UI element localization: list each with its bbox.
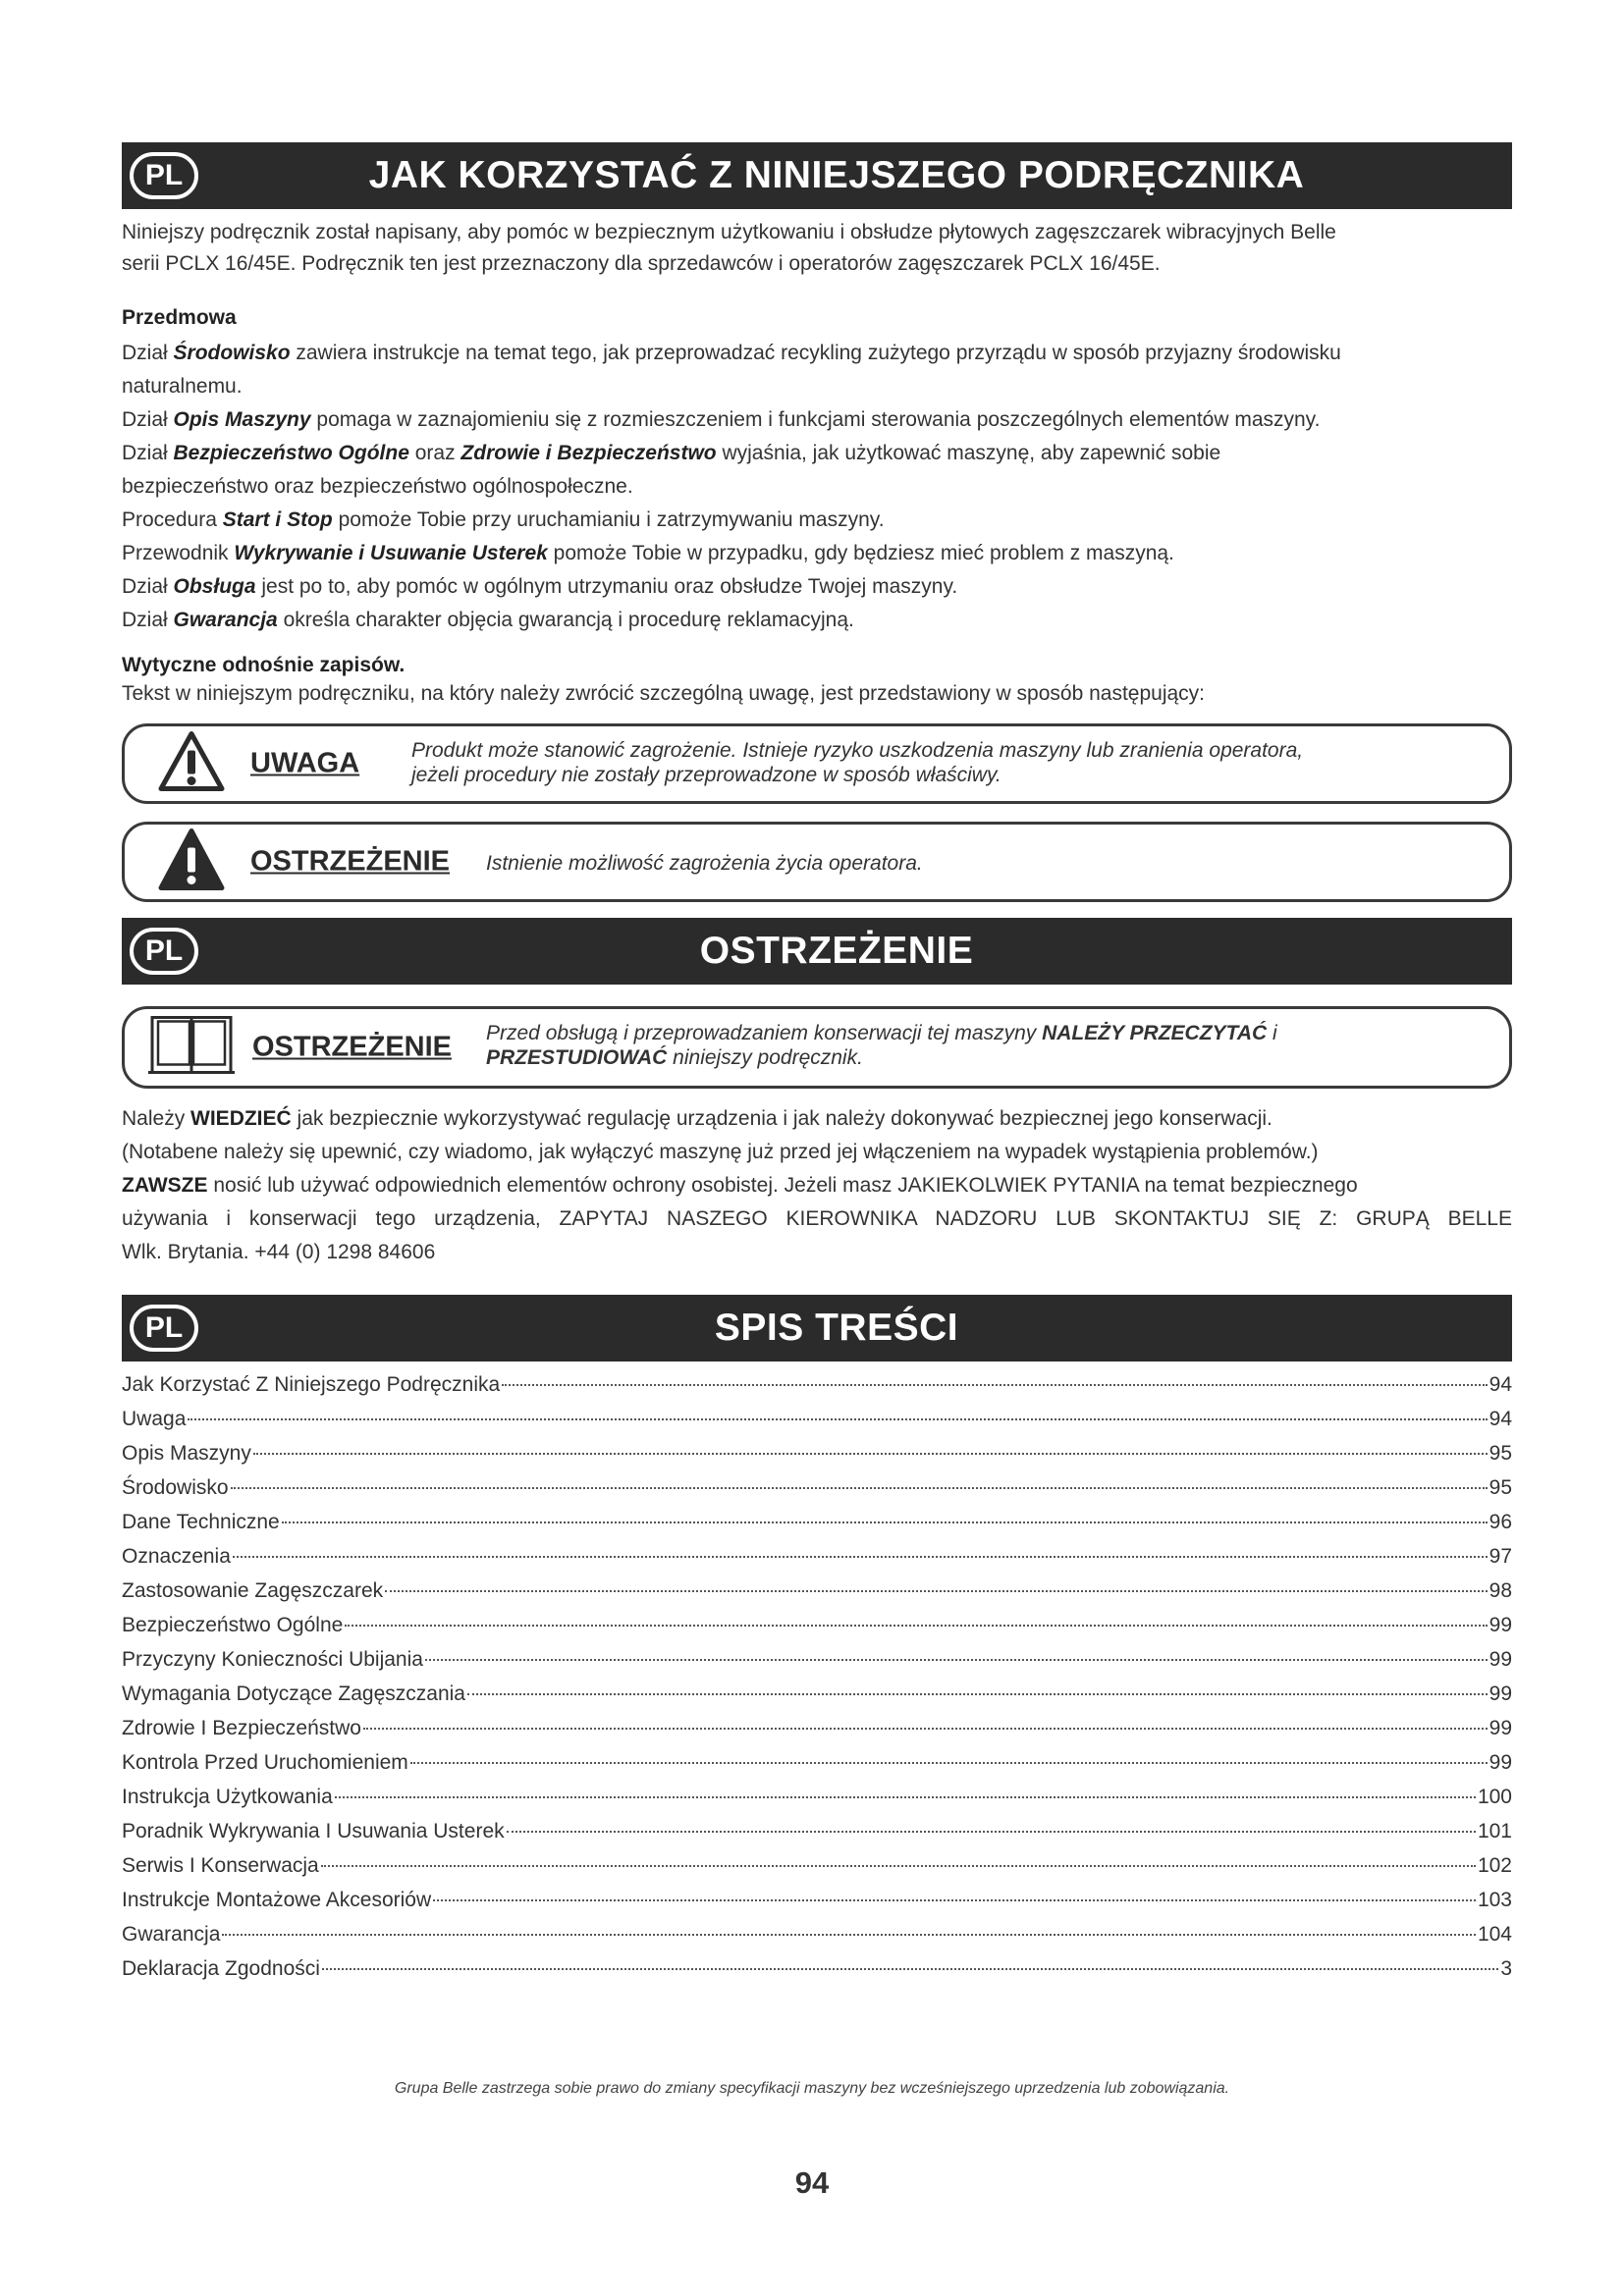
foreword-paragraph-cont: naturalnemu. xyxy=(122,375,243,398)
foreword-paragraph: Dział Bezpieczeństwo Ogólne oraz Zdrowie i Bezpieczeństwo wyjaśnia, jak użytkować maszynę, aby zapewnić sobie xyxy=(122,442,1221,464)
warning-paragraph: ZAWSZE nosić lub używać odpowiednich elementów ochrony osobistej. Jeżeli masz JAKIEKOLWIEK PYTANIA na temat bezpiecznego xyxy=(122,1174,1358,1197)
toc-entry[interactable] xyxy=(122,1786,1512,1820)
foreword-paragraph-cont: bezpieczeństwo oraz bezpieczeństwo ogólnospołeczne. xyxy=(122,475,633,498)
toc-entry[interactable] xyxy=(122,1442,1512,1476)
toc-entry-page: 99 xyxy=(1489,1717,1512,1739)
warning-paragraph: używania i konserwacji tego urządzenia, ZAPYTAJ NASZEGO KIEROWNIKA NADZORU LUB SKONTAKTUJ SIĘ Z: GRUPĄ BELLE xyxy=(122,1207,1512,1230)
danger-triangle-icon xyxy=(158,828,225,896)
toc-leader-dots xyxy=(507,1831,1476,1833)
toc-entry[interactable] xyxy=(122,1579,1512,1614)
warning-paragraph: Wlk. Brytania. +44 (0) 1298 84606 xyxy=(122,1241,436,1263)
section-banner-warning xyxy=(122,918,1512,985)
foreword-block xyxy=(122,301,1512,637)
toc-entry-page: 104 xyxy=(1477,1923,1512,1946)
toc-entry[interactable] xyxy=(122,1923,1512,1957)
toc-entry[interactable] xyxy=(122,1889,1512,1923)
toc-entry-page: 98 xyxy=(1489,1579,1512,1602)
toc-entry-page: 100 xyxy=(1477,1786,1512,1808)
toc-entry-page: 99 xyxy=(1489,1751,1512,1774)
toc-entry[interactable] xyxy=(122,1751,1512,1786)
caution-box xyxy=(122,723,1512,804)
toc-entry-title: Deklaracja Zgodności xyxy=(122,1957,320,1980)
toc-entry-title: Uwaga xyxy=(122,1408,187,1430)
warning-paragraph: Należy WIEDZIEĆ jak bezpiecznie wykorzystywać regulację urządzenia i jak należy dokonywać bezpiecznej jego konserwacji. xyxy=(122,1107,1272,1130)
toc-entry-title: Wymagania Dotyczące Zagęszczania xyxy=(122,1682,465,1705)
toc-leader-dots xyxy=(253,1453,1488,1455)
toc-entry[interactable] xyxy=(122,1614,1512,1648)
footer-note: Grupa Belle zastrzega sobie prawo do zmiany specyfikacji maszyny bez wcześniejszego uprzedzenia lub zobowiązania. xyxy=(394,2080,1230,2097)
section-title: OSTRZEŻENIE xyxy=(699,930,974,972)
toc-entry-page: 95 xyxy=(1489,1442,1512,1465)
toc-entry[interactable] xyxy=(122,1511,1512,1545)
toc-entry-title: Jak Korzystać Z Niniejszego Podręcznika xyxy=(122,1373,501,1396)
intro-line: Niniejszy podręcznik został napisany, aby pomóc w bezpiecznym użytkowaniu i obsłudze płytowych zagęszczarek wibracyjnych Belle xyxy=(122,221,1336,243)
toc-leader-dots xyxy=(188,1418,1487,1420)
notation-text: Tekst w niniejszym podręczniku, na który należy zwrócić szczególną uwagę, jest przedstawiony w sposób następujący: xyxy=(122,682,1206,705)
toc-entry-title: Bezpieczeństwo Ogólne xyxy=(122,1614,344,1636)
toc-entry-page: 3 xyxy=(1500,1957,1512,1980)
toc-entry[interactable] xyxy=(122,1682,1512,1717)
toc-entry-title: Instrukcje Montażowe Akcesoriów xyxy=(122,1889,432,1911)
section-banner-how-to-use xyxy=(122,142,1512,209)
section-title: JAK KORZYSTAĆ Z NINIEJSZEGO PODRĘCZNIKA xyxy=(368,154,1305,196)
caution-text: Produkt może stanowić zagrożenie. Istnieje ryzyko uszkodzenia maszyny lub zranienia operatora, jeżeli procedury nie zostały przeprowadzone w sposób właściwy. xyxy=(411,739,1304,786)
toc-leader-dots xyxy=(231,1487,1488,1489)
toc-entry[interactable] xyxy=(122,1373,1512,1408)
toc-entry-page: 103 xyxy=(1477,1889,1512,1911)
toc-entry[interactable] xyxy=(122,1820,1512,1854)
language-badge: PL xyxy=(130,928,198,975)
caution-label: UWAGA xyxy=(250,747,360,779)
warning-label: OSTRZEŻENIE xyxy=(252,1031,453,1063)
toc-leader-dots xyxy=(410,1762,1488,1764)
toc-leader-dots xyxy=(233,1556,1488,1558)
toc-entry-page: 99 xyxy=(1489,1614,1512,1636)
toc-entry[interactable] xyxy=(122,1545,1512,1579)
foreword-paragraph: Przewodnik Wykrywanie i Usuwanie Usterek pomoże Tobie w przypadku, gdy będziesz mieć problem z maszyną. xyxy=(122,542,1174,564)
read-manual-text: Przed obsługą i przeprowadzaniem konserwacji tej maszyny NALEŻY PRZECZYTAĆ i PRZESTUDIOWAĆ niniejszy podręcznik. xyxy=(486,1022,1277,1069)
toc-entry-title: Dane Techniczne xyxy=(122,1511,280,1533)
toc-entry[interactable] xyxy=(122,1717,1512,1751)
foreword-paragraph: Dział Środowisko zawiera instrukcje na temat tego, jak przeprowadzać recykling zużytego przyrządu w sposób przyjazny środowisku xyxy=(122,342,1341,364)
toc-leader-dots xyxy=(467,1693,1488,1695)
toc-entry-page: 94 xyxy=(1489,1373,1512,1396)
toc-entry-title: Zdrowie I Bezpieczeństwo xyxy=(122,1717,361,1739)
toc-entry-page: 99 xyxy=(1489,1682,1512,1705)
toc-entry-page: 101 xyxy=(1477,1820,1512,1842)
toc-leader-dots xyxy=(433,1899,1476,1901)
toc-leader-dots xyxy=(385,1590,1488,1592)
foreword-paragraph: Procedura Start i Stop pomoże Tobie przy uruchamianiu i zatrzymywaniu maszyny. xyxy=(122,508,885,531)
toc-entry-page: 97 xyxy=(1489,1545,1512,1568)
toc-entry-title: Opis Maszyny xyxy=(122,1442,251,1465)
intro-line: serii PCLX 16/45E. Podręcznik ten jest przeznaczony dla sprzedawców i operatorów zagęszczarek PCLX 16/45E. xyxy=(122,252,1161,275)
notation-block xyxy=(122,651,1512,708)
toc-leader-dots xyxy=(345,1625,1487,1627)
danger-box xyxy=(122,822,1512,902)
open-book-icon xyxy=(146,1014,237,1082)
toc-leader-dots xyxy=(282,1522,1488,1523)
caution-triangle-icon xyxy=(158,731,225,797)
section-banner-contents xyxy=(122,1295,1512,1362)
warning-paragraphs xyxy=(122,1102,1512,1269)
read-manual-box xyxy=(122,1006,1512,1089)
toc-entry[interactable] xyxy=(122,1957,1512,1992)
section-title: SPIS TREŚCI xyxy=(714,1307,959,1349)
toc-entry-title: Zastosowanie Zagęszczarek xyxy=(122,1579,384,1602)
toc-leader-dots xyxy=(502,1384,1487,1386)
foreword-paragraph: Dział Gwarancja określa charakter objęcia gwarancją i procedurę reklamacyjną. xyxy=(122,609,854,631)
foreword-paragraph: Dział Opis Maszyny pomaga w zaznajomieniu się z rozmieszczeniem i funkcjami sterowania poszczególnych elementów maszyny. xyxy=(122,408,1321,431)
toc-entry-page: 96 xyxy=(1489,1511,1512,1533)
toc-leader-dots xyxy=(321,1865,1476,1867)
danger-text: Istnienie możliwość zagrożenia życia operatora. xyxy=(486,852,923,875)
toc-entry-page: 95 xyxy=(1489,1476,1512,1499)
toc-entry[interactable] xyxy=(122,1408,1512,1442)
toc-entry-title: Poradnik Wykrywania I Usuwania Usterek xyxy=(122,1820,505,1842)
toc-entry-title: Kontrola Przed Uruchomieniem xyxy=(122,1751,408,1774)
foreword-heading: Przedmowa xyxy=(122,306,237,329)
toc-entry-page: 102 xyxy=(1477,1854,1512,1877)
toc-entry-title: Oznaczenia xyxy=(122,1545,231,1568)
toc-entry[interactable] xyxy=(122,1854,1512,1889)
toc-entry-title: Serwis I Konserwacja xyxy=(122,1854,319,1877)
toc-entry-title: Gwarancja xyxy=(122,1923,221,1946)
notation-heading: Wytyczne odnośnie zapisów. xyxy=(122,654,406,676)
intro-block xyxy=(122,217,1512,280)
language-badge: PL xyxy=(130,1305,198,1352)
toc-entry-title: Instrukcja Użytkowania xyxy=(122,1786,333,1808)
toc-leader-dots xyxy=(335,1796,1476,1798)
toc-entry-title: Przyczyny Konieczności Ubijania xyxy=(122,1648,423,1671)
toc-entry[interactable] xyxy=(122,1476,1512,1511)
page-number: 94 xyxy=(794,2165,830,2200)
toc-entry[interactable] xyxy=(122,1648,1512,1682)
toc-leader-dots xyxy=(425,1659,1488,1661)
document-page xyxy=(122,142,1512,1992)
foreword-paragraph: Dział Obsługa jest po to, aby pomóc w ogólnym utrzymaniu oraz obsłudze Twojej maszyny. xyxy=(122,575,958,598)
language-badge: PL xyxy=(130,152,198,199)
toc-entry-page: 99 xyxy=(1489,1648,1512,1671)
toc-entry-title: Środowisko xyxy=(122,1476,229,1499)
danger-label: OSTRZEŻENIE xyxy=(250,845,451,878)
toc-leader-dots xyxy=(222,1934,1476,1936)
warning-paragraph: (Notabene należy się upewnić, czy wiadomo, jak wyłączyć maszynę już przed jej włączeniem na wypadek wystąpienia problemów.) xyxy=(122,1141,1319,1163)
toc-entry-page: 94 xyxy=(1489,1408,1512,1430)
toc-leader-dots xyxy=(363,1728,1488,1730)
table-of-contents xyxy=(122,1373,1512,1992)
toc-leader-dots xyxy=(322,1968,1498,1970)
